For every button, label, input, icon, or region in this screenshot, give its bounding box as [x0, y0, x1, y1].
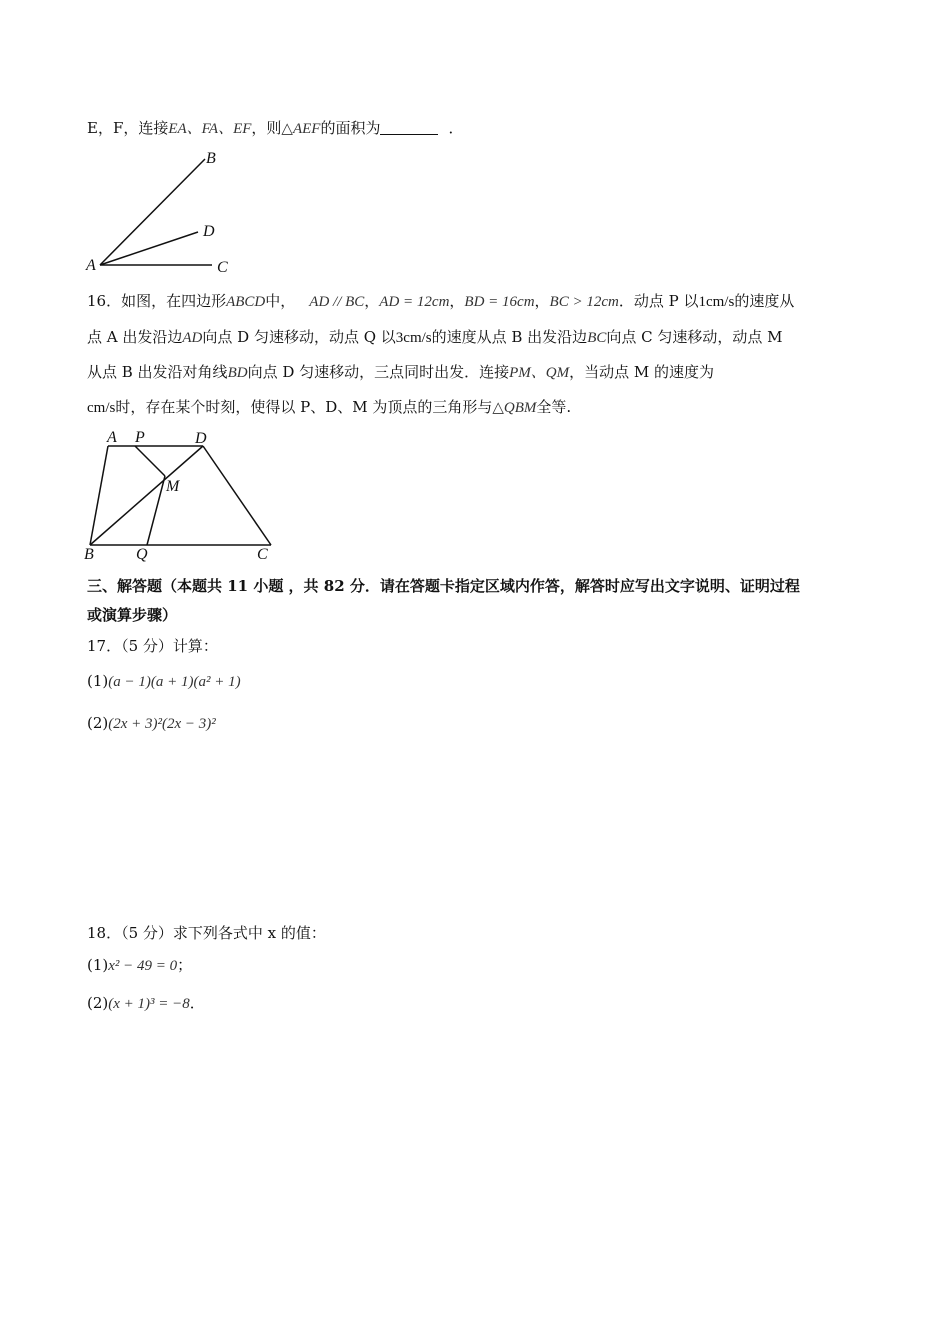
q18-part2-label: (2) — [87, 994, 109, 1012]
q17-part2-label: (2) — [87, 714, 109, 732]
q16-speed-q: 3cm/s — [395, 330, 432, 346]
q17-part1 — [87, 671, 241, 692]
q18-part2 — [87, 993, 205, 1014]
fig15-ray-ad — [100, 232, 198, 265]
q16-text: 点 A 出发沿边 — [87, 328, 183, 346]
q18-part2-expr: (x + 1)³ = −8 — [108, 996, 190, 1012]
q15-tail-line — [87, 118, 463, 139]
fig15-ray-ab — [100, 159, 205, 265]
q16-text: 时，存在某个时刻，使得以 P、D、M 为顶点的三角形与 — [115, 398, 493, 416]
q16-seg-bc: BC — [587, 330, 607, 346]
fig16-label-c: C — [257, 546, 268, 563]
fig16-label-p: P — [135, 429, 145, 446]
q16-line1 — [87, 291, 794, 312]
q18-part1-expr: x² − 49 = 0 — [108, 958, 178, 974]
fig16-side-ab — [90, 446, 108, 545]
q17-part1-expr: (a − 1)(a + 1)(a² + 1) — [108, 674, 241, 690]
q17-part1-label: (1) — [87, 672, 109, 690]
fig16-label-q: Q — [136, 546, 148, 563]
q15-text-suffix: 的面积为 — [320, 119, 381, 137]
q16-cond-bd: BD = 16cm — [464, 294, 535, 310]
q16-speed-unit: cm/s — [87, 400, 116, 416]
q16-seg-pm-qm: PM、QM — [509, 365, 570, 381]
q16-text: 中， — [265, 292, 296, 310]
q16-abcd: ABCD — [226, 294, 266, 310]
q17-part2 — [87, 713, 216, 734]
figure-q16 — [80, 422, 285, 567]
fig15-label-b: B — [206, 150, 216, 167]
fig16-label-a: A — [107, 429, 117, 446]
q18-part1-label: (1) — [87, 956, 109, 974]
q16-cond-ad: AD = 12cm — [379, 294, 450, 310]
q16-text: 向点 D 匀速移动，动点 Q 以 — [202, 328, 396, 346]
q18-part1 — [87, 955, 192, 976]
q16-text: 的速度从 — [734, 292, 795, 310]
q16-triangle-qbm: △QBM — [492, 400, 537, 416]
q18-part2-end: ． — [189, 994, 205, 1012]
fig16-label-b: B — [84, 546, 94, 563]
fig15-label-d: D — [203, 223, 215, 240]
q16-seg-ad: AD — [182, 330, 203, 346]
fig16-label-d: D — [195, 430, 207, 447]
q16-text: 从点 B 出发沿对角线 — [87, 363, 228, 381]
fig15-label-c: C — [217, 259, 228, 276]
fig16-segment-pm — [135, 446, 165, 476]
q16-sep: ， — [364, 292, 380, 310]
q16-line3 — [87, 362, 714, 383]
figure-q15 — [80, 145, 250, 280]
q16-sep: ， — [534, 292, 550, 310]
q15-triangle: △AEF — [281, 121, 321, 137]
q15-segments: EA、FA、EF — [168, 121, 252, 137]
q16-line4 — [87, 397, 571, 418]
q17-title: 17．（5 分）计算： — [87, 637, 218, 655]
q16-text: 全等. — [536, 398, 572, 416]
fig16-label-m: M — [166, 478, 180, 495]
q16-line2 — [87, 327, 783, 348]
q16-sep: ， — [449, 292, 465, 310]
fig16-diagonal-bd — [90, 446, 203, 545]
q16-text: 向点 C 匀速移动，动点 M — [606, 328, 783, 346]
fig15-label-a: A — [86, 257, 96, 274]
q18-part1-end: ； — [177, 956, 193, 974]
q16-text: ．动点 P 以 — [618, 292, 699, 310]
section3-heading-line1: 三、解答题（本题共 11 小题 ，共 82 分．请在答题卡指定区域内作答，解答时应写出文字说明、证明过程 — [87, 577, 800, 595]
q16-speed-p: 1cm/s — [698, 294, 735, 310]
fig16-side-dc — [203, 446, 271, 545]
q16-text: ，当动点 M 的速度为 — [569, 363, 715, 381]
section3-heading-line2: 或演算步骤） — [87, 606, 178, 624]
q16-cond-bc: BC > 12cm — [549, 294, 619, 310]
q16-text: 的速度从点 B 出发沿边 — [431, 328, 588, 346]
q16-cond-parallel: AD // BC — [309, 294, 365, 310]
q18-title: 18．（5 分）求下列各式中 x 的值： — [87, 924, 326, 942]
q15-end: ． — [448, 119, 464, 137]
q15-text-mid: ，则 — [251, 119, 282, 137]
q17-part2-expr: (2x + 3)²(2x − 3)² — [108, 716, 216, 732]
q16-text: 16．如图，在四边形 — [87, 292, 227, 310]
q16-text: 向点 D 匀速移动，三点同时出发．连接 — [247, 363, 510, 381]
q16-seg-bd: BD — [227, 365, 248, 381]
q15-text-prefix: E，F，连接 — [87, 119, 169, 137]
q15-answer-blank[interactable] — [380, 118, 438, 135]
